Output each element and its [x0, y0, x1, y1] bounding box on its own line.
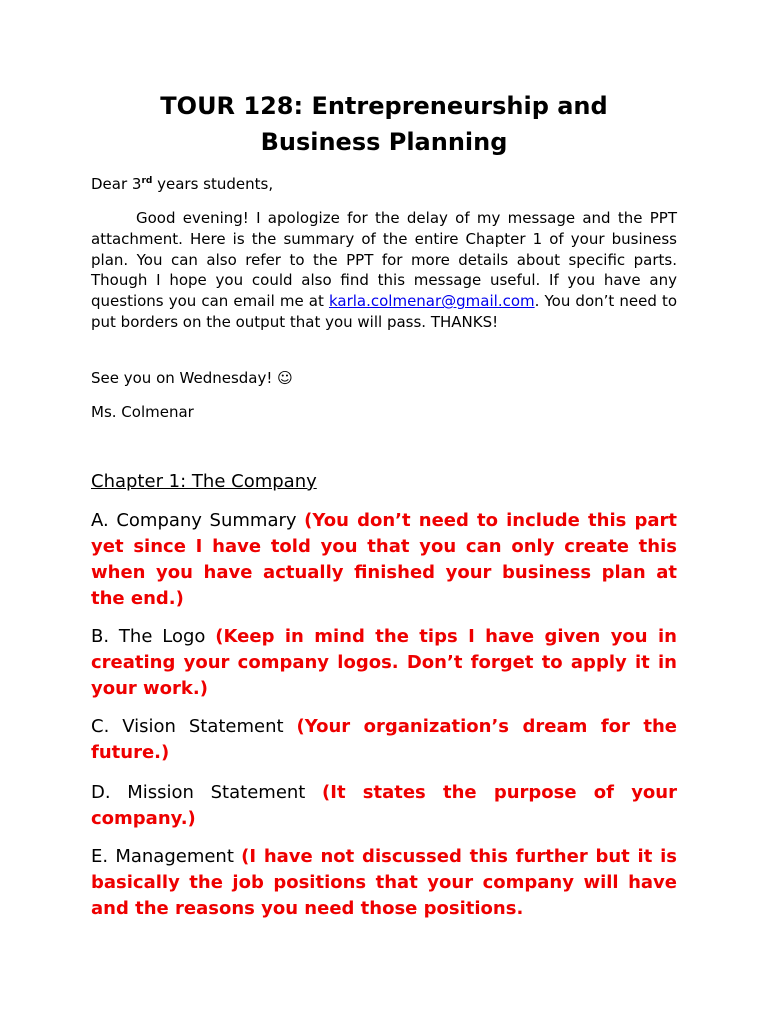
- section-management: [91, 844, 677, 922]
- title-line-2: Business Planning: [260, 128, 508, 156]
- message-paragraph: [91, 208, 677, 333]
- ordinal-suffix: rd: [141, 176, 153, 186]
- section-label: B. The Logo: [91, 626, 216, 647]
- salutation-end: years students,: [152, 175, 274, 193]
- section-note: (I have not discussed this further but it is basically the job positions that your company will have and the reasons you need those positions.: [91, 846, 677, 919]
- section-company-summary: [91, 508, 677, 612]
- section-label: E. Management: [91, 846, 242, 867]
- signoff: See you on Wednesday! ☺: [91, 369, 293, 387]
- salutation: [91, 174, 677, 195]
- section-note: (You don’t need to include this part yet since I have told you that you can only create this when you have actually finished your business plan at the end.): [91, 510, 677, 609]
- signature: Ms. Colmenar: [91, 403, 194, 421]
- email-link[interactable]: karla.colmenar@gmail.com: [328, 292, 535, 311]
- section-vision-statement: [91, 714, 677, 766]
- chapter-heading: Chapter 1: The Company: [91, 471, 317, 492]
- section-note: (Your organization’s dream for the future.): [91, 716, 677, 763]
- section-label: D. Mission Statement: [91, 782, 323, 803]
- section-note: (It states the purpose of your company.): [91, 782, 677, 829]
- message-text-start: Good evening! I apologize for the delay of my message and the PPT attachment. Here is the summary of the entire Chapter 1 of your business plan. You can also refer to the PPT for more details about specific parts. Though I hope you could also find this message useful. If you have any questions you can email me at: [91, 209, 677, 311]
- section-note: (Keep in mind the tips I have given you in creating your company logos. Don’t forget to apply it in your work.): [91, 626, 677, 699]
- section-label: A. Company Summary: [91, 510, 305, 531]
- salutation-start: Dear 3: [91, 175, 142, 193]
- title-line-1: TOUR 128: Entrepreneurship and: [160, 92, 608, 120]
- section-label: C. Vision Statement: [91, 716, 297, 737]
- message-text-end: . You don’t need to put borders on the output that you will pass. THANKS!: [91, 292, 678, 331]
- section-the-logo: [91, 624, 677, 702]
- document-title: [60, 88, 708, 160]
- section-mission-statement: [91, 780, 677, 832]
